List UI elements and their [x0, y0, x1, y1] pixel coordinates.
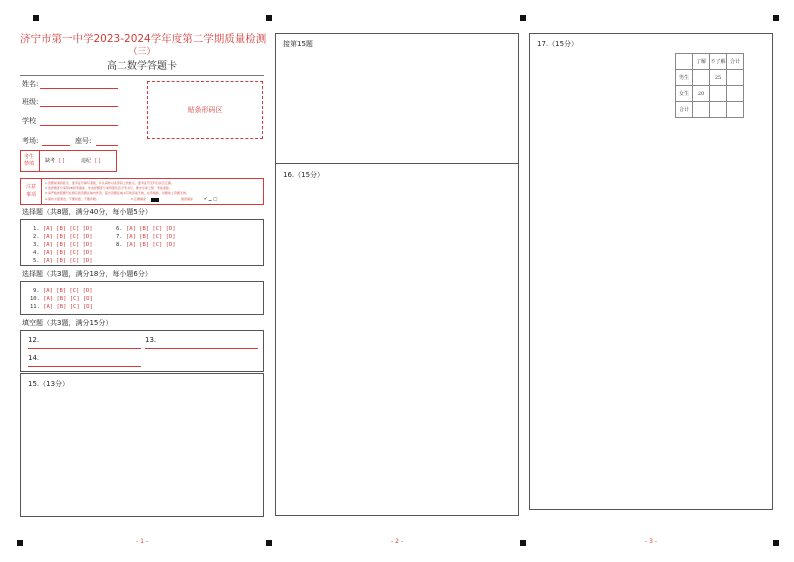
- notice-divider: [41, 179, 42, 204]
- notice-line-4: 4.保持卡面清洁，不要折叠，不要弄破。: [45, 197, 99, 201]
- table-cell: 20: [693, 86, 710, 102]
- registration-mark: [266, 15, 272, 21]
- filled-bubble-icon: [151, 198, 159, 202]
- table-cell: 合计: [676, 102, 693, 118]
- table-cell: 了解: [693, 54, 710, 70]
- q14-answer-line[interactable]: [28, 366, 141, 367]
- choice-row-9[interactable]: 9. [A] [B] [C] [D]: [33, 288, 93, 294]
- table-cell: 不了解: [710, 54, 727, 70]
- notice-line-1: 1.答题前请将姓名、准考证号填写清楚，并认真核对条形码上的姓名、准考证号及科目是否正确。: [45, 181, 174, 185]
- room-label: 考场:: [22, 137, 39, 145]
- exam-title-sub: （三）: [128, 47, 156, 57]
- q13-label: 13.: [145, 336, 157, 344]
- registration-mark: [33, 15, 39, 21]
- table-cell[interactable]: [727, 70, 744, 86]
- title-divider: [20, 75, 264, 76]
- page-number-1: - 1 -: [136, 538, 148, 545]
- table-cell: 合计: [727, 54, 744, 70]
- notice-line-2: 2.选择题部分请用2B铅笔填涂，非选择题部分请用黑色签字笔书写，要求字体工整、笔迹清楚。: [45, 186, 172, 190]
- section3-box: [20, 330, 264, 372]
- q16-label: 16.（15分）: [283, 171, 325, 179]
- table-cell[interactable]: [693, 70, 710, 86]
- table-cell[interactable]: [710, 102, 727, 118]
- choice-row-2[interactable]: 2. [A] [B] [C] [D]: [33, 234, 93, 240]
- section2-box: [20, 281, 264, 315]
- q17-label: 17.（15分）: [537, 40, 579, 48]
- room-field[interactable]: [42, 145, 70, 146]
- notice-label-1: 注意: [26, 184, 37, 190]
- q17-answer-area[interactable]: [529, 33, 773, 510]
- q15-label: 15.（13分）: [28, 380, 70, 388]
- wrong-example-label: 错误填涂: [181, 197, 194, 201]
- notice-label-2: 事项: [26, 192, 37, 198]
- name-field[interactable]: [40, 88, 118, 89]
- registration-mark: [773, 15, 779, 21]
- class-field[interactable]: [40, 106, 118, 107]
- choice-row-7[interactable]: 7. [A] [B] [C] [D]: [116, 234, 176, 240]
- choice-row-8[interactable]: 8. [A] [B] [C] [D]: [116, 242, 176, 248]
- status-label-1: 考生: [24, 154, 35, 160]
- absent-checkbox[interactable]: [ ]: [59, 158, 65, 164]
- table-cell: [676, 54, 693, 70]
- q13-answer-line[interactable]: [145, 348, 258, 349]
- section1-title: 选择题（共8题，满分40分，每小题5分）: [22, 208, 152, 216]
- class-label: 班级:: [22, 98, 39, 106]
- seat-field[interactable]: [96, 145, 118, 146]
- registration-mark: [266, 540, 272, 546]
- table-cell[interactable]: [727, 102, 744, 118]
- violation-checkbox[interactable]: [ ]: [95, 158, 101, 164]
- notice-box: [20, 178, 264, 205]
- choice-row-11[interactable]: 11. [A] [B] [C] [D]: [30, 304, 93, 310]
- choice-row-6[interactable]: 6. [A] [B] [C] [D]: [116, 226, 176, 232]
- choice-row-4[interactable]: 4. [A] [B] [C] [D]: [33, 250, 93, 256]
- table-cell[interactable]: [727, 86, 744, 102]
- absent-label: 缺考: [45, 158, 56, 164]
- fill-example-label: 5.正确填涂: [131, 197, 146, 201]
- table-cell: 25: [710, 70, 727, 86]
- status-box: [20, 150, 117, 172]
- status-divider: [39, 151, 40, 171]
- section3-title: 填空题（共3题，满分15分）: [22, 319, 113, 327]
- page-number-3: - 3 -: [645, 538, 657, 545]
- registration-mark: [520, 540, 526, 546]
- table-cell[interactable]: [693, 102, 710, 118]
- choice-row-1[interactable]: 1. [A] [B] [C] [D]: [33, 226, 93, 232]
- q12-answer-line[interactable]: [28, 348, 141, 349]
- section1-box: [20, 219, 264, 266]
- status-label-2: 禁填: [24, 161, 35, 167]
- contingency-table: [675, 53, 744, 118]
- name-label: 姓名:: [22, 80, 39, 88]
- table-row: [676, 102, 744, 118]
- table-cell: 男生: [676, 70, 693, 86]
- card-subtitle: 高二数学答题卡: [107, 61, 177, 72]
- wrong-marks-icon: ✔ ▁ ◯: [204, 196, 218, 201]
- choice-row-5[interactable]: 5. [A] [B] [C] [D]: [33, 258, 93, 264]
- seat-label: 座号:: [75, 137, 92, 145]
- school-label: 学校: [22, 117, 36, 125]
- table-cell: 女生: [676, 86, 693, 102]
- choice-row-3[interactable]: 3. [A] [B] [C] [D]: [33, 242, 93, 248]
- q14-label: 14.: [28, 354, 40, 362]
- page-number-2: - 2 -: [391, 538, 403, 545]
- q15-continued-area[interactable]: [275, 33, 519, 164]
- barcode-label: 贴条形码区: [187, 106, 223, 114]
- table-row: [676, 86, 744, 102]
- continue-label: 接第15题: [283, 40, 313, 48]
- barcode-area: [147, 81, 263, 139]
- q12-label: 12.: [28, 336, 40, 344]
- section2-title: 选择题（共3题，满分18分，每小题6分）: [22, 270, 152, 278]
- table-row: [676, 70, 744, 86]
- registration-mark: [773, 540, 779, 546]
- school-field[interactable]: [40, 125, 118, 126]
- q15-answer-area[interactable]: [20, 373, 264, 517]
- notice-line-3: 3.请严格按照题号在相应的答题区域内作答，超出答题区域书写的答案无效，在草稿纸、试题卷上答题无效。: [45, 191, 189, 195]
- table-row: [676, 54, 744, 70]
- choice-row-10[interactable]: 10. [A] [B] [C] [D]: [30, 296, 93, 302]
- violation-label: 违纪: [81, 158, 92, 164]
- exam-title: 济宁市第一中学2023-2024学年度第二学期质量检测: [20, 33, 267, 45]
- table-cell[interactable]: [710, 86, 727, 102]
- registration-mark: [520, 15, 526, 21]
- q16-answer-area[interactable]: [275, 163, 519, 516]
